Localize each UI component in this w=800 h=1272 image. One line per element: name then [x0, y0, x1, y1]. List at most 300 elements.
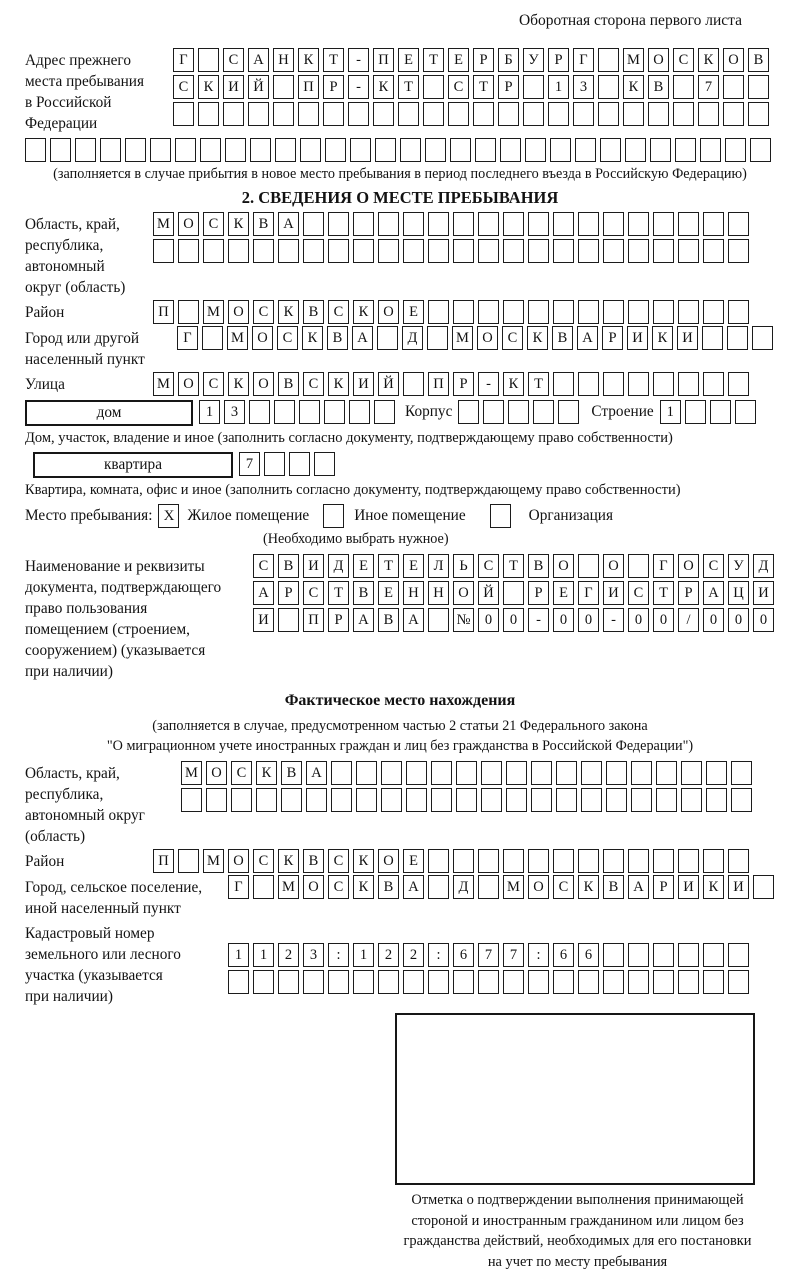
prev-address-row-3[interactable] — [173, 102, 769, 126]
char-cell[interactable] — [478, 300, 499, 324]
char-cell[interactable] — [478, 239, 499, 263]
char-cell[interactable]: К — [503, 372, 524, 396]
char-cell[interactable]: О — [553, 554, 574, 578]
char-cell[interactable] — [228, 239, 249, 263]
char-cell[interactable] — [598, 48, 619, 72]
char-cell[interactable]: № — [453, 608, 474, 632]
char-cell[interactable]: О — [253, 372, 274, 396]
char-cell[interactable]: 0 — [628, 608, 649, 632]
char-cell[interactable]: В — [648, 75, 669, 99]
document-row-3[interactable] — [253, 608, 774, 632]
char-cell[interactable] — [678, 943, 699, 967]
char-cell[interactable] — [706, 788, 727, 812]
char-cell[interactable] — [478, 875, 499, 899]
char-cell[interactable] — [473, 102, 494, 126]
char-cell[interactable]: 0 — [728, 608, 749, 632]
region-row-2[interactable] — [153, 239, 749, 263]
actual-city-row[interactable] — [228, 875, 774, 899]
char-cell[interactable] — [478, 970, 499, 994]
char-cell[interactable]: К — [278, 300, 299, 324]
char-cell[interactable]: 1 — [353, 943, 374, 967]
char-cell[interactable] — [603, 300, 624, 324]
street-row[interactable] — [153, 372, 749, 396]
char-cell[interactable]: В — [278, 372, 299, 396]
char-cell[interactable] — [428, 239, 449, 263]
char-cell[interactable] — [398, 102, 419, 126]
char-cell[interactable]: О — [453, 581, 474, 605]
char-cell[interactable] — [710, 400, 731, 424]
char-cell[interactable]: 1 — [548, 75, 569, 99]
char-cell[interactable]: 3 — [573, 75, 594, 99]
char-cell[interactable] — [681, 788, 702, 812]
char-cell[interactable] — [673, 75, 694, 99]
char-cell[interactable]: О — [178, 372, 199, 396]
char-cell[interactable] — [300, 138, 321, 162]
char-cell[interactable] — [656, 761, 677, 785]
char-cell[interactable]: Е — [403, 849, 424, 873]
char-cell[interactable]: С — [673, 48, 694, 72]
char-cell[interactable] — [728, 239, 749, 263]
char-cell[interactable] — [200, 138, 221, 162]
char-cell[interactable]: Г — [173, 48, 194, 72]
char-cell[interactable]: В — [327, 326, 348, 350]
char-cell[interactable]: Н — [403, 581, 424, 605]
char-cell[interactable] — [475, 138, 496, 162]
char-cell[interactable] — [323, 102, 344, 126]
char-cell[interactable]: Е — [353, 554, 374, 578]
char-cell[interactable]: Й — [478, 581, 499, 605]
char-cell[interactable] — [25, 138, 46, 162]
char-cell[interactable] — [289, 452, 310, 476]
char-cell[interactable]: С — [173, 75, 194, 99]
char-cell[interactable]: Н — [428, 581, 449, 605]
char-cell[interactable]: М — [203, 300, 224, 324]
char-cell[interactable]: О — [378, 300, 399, 324]
char-cell[interactable] — [653, 300, 674, 324]
char-cell[interactable]: В — [253, 212, 274, 236]
region-row-1[interactable] — [153, 212, 749, 236]
actual-district-row[interactable] — [153, 849, 749, 873]
char-cell[interactable]: П — [153, 300, 174, 324]
char-cell[interactable]: К — [703, 875, 724, 899]
char-cell[interactable] — [703, 239, 724, 263]
char-cell[interactable] — [681, 761, 702, 785]
char-cell[interactable] — [478, 849, 499, 873]
char-cell[interactable] — [656, 788, 677, 812]
char-cell[interactable] — [314, 452, 335, 476]
char-cell[interactable] — [503, 212, 524, 236]
char-cell[interactable] — [328, 970, 349, 994]
char-cell[interactable] — [703, 212, 724, 236]
char-cell[interactable]: К — [278, 849, 299, 873]
char-cell[interactable]: / — [678, 608, 699, 632]
char-cell[interactable] — [631, 761, 652, 785]
char-cell[interactable] — [678, 970, 699, 994]
char-cell[interactable] — [458, 400, 479, 424]
char-cell[interactable]: О — [206, 761, 227, 785]
char-cell[interactable]: Т — [323, 48, 344, 72]
char-cell[interactable] — [253, 970, 274, 994]
char-cell[interactable] — [603, 943, 624, 967]
char-cell[interactable]: К — [353, 849, 374, 873]
char-cell[interactable]: М — [452, 326, 473, 350]
char-cell[interactable] — [523, 102, 544, 126]
char-cell[interactable]: Т — [398, 75, 419, 99]
char-cell[interactable] — [578, 849, 599, 873]
char-cell[interactable] — [253, 239, 274, 263]
char-cell[interactable]: Т — [653, 581, 674, 605]
char-cell[interactable]: 1 — [228, 943, 249, 967]
char-cell[interactable]: Р — [473, 48, 494, 72]
char-cell[interactable] — [603, 849, 624, 873]
char-cell[interactable]: Д — [328, 554, 349, 578]
char-cell[interactable] — [706, 761, 727, 785]
char-cell[interactable] — [628, 943, 649, 967]
document-row-2[interactable] — [253, 581, 774, 605]
char-cell[interactable] — [628, 212, 649, 236]
char-cell[interactable] — [274, 400, 295, 424]
char-cell[interactable] — [703, 372, 724, 396]
char-cell[interactable] — [306, 788, 327, 812]
actual-region-row-1[interactable] — [181, 761, 752, 785]
char-cell[interactable] — [378, 239, 399, 263]
cadastral-row-2[interactable] — [228, 970, 749, 994]
char-cell[interactable]: Е — [448, 48, 469, 72]
char-cell[interactable]: С — [448, 75, 469, 99]
char-cell[interactable] — [727, 326, 748, 350]
char-cell[interactable]: : — [428, 943, 449, 967]
apartment-cells[interactable] — [239, 452, 335, 476]
char-cell[interactable]: С — [553, 875, 574, 899]
char-cell[interactable]: А — [253, 581, 274, 605]
prev-address-row-2[interactable] — [173, 75, 769, 99]
char-cell[interactable]: В — [303, 300, 324, 324]
char-cell[interactable]: И — [728, 875, 749, 899]
char-cell[interactable] — [481, 788, 502, 812]
char-cell[interactable] — [273, 102, 294, 126]
char-cell[interactable]: О — [723, 48, 744, 72]
char-cell[interactable] — [606, 761, 627, 785]
char-cell[interactable] — [50, 138, 71, 162]
char-cell[interactable] — [356, 761, 377, 785]
char-cell[interactable] — [428, 970, 449, 994]
char-cell[interactable]: П — [428, 372, 449, 396]
char-cell[interactable] — [723, 75, 744, 99]
char-cell[interactable] — [598, 75, 619, 99]
char-cell[interactable]: Т — [378, 554, 399, 578]
char-cell[interactable] — [578, 554, 599, 578]
char-cell[interactable]: 6 — [453, 943, 474, 967]
char-cell[interactable]: - — [348, 75, 369, 99]
char-cell[interactable]: К — [373, 75, 394, 99]
char-cell[interactable]: - — [603, 608, 624, 632]
char-cell[interactable]: 6 — [578, 943, 599, 967]
char-cell[interactable] — [735, 400, 756, 424]
char-cell[interactable]: Й — [378, 372, 399, 396]
char-cell[interactable]: 3 — [303, 943, 324, 967]
char-cell[interactable] — [553, 849, 574, 873]
char-cell[interactable] — [125, 138, 146, 162]
char-cell[interactable] — [198, 48, 219, 72]
char-cell[interactable] — [728, 849, 749, 873]
checkbox-other-premises[interactable] — [323, 504, 344, 528]
char-cell[interactable] — [723, 102, 744, 126]
char-cell[interactable]: А — [278, 212, 299, 236]
char-cell[interactable]: К — [328, 372, 349, 396]
char-cell[interactable] — [581, 761, 602, 785]
char-cell[interactable]: М — [278, 875, 299, 899]
char-cell[interactable]: Т — [503, 554, 524, 578]
char-cell[interactable]: К — [578, 875, 599, 899]
char-cell[interactable]: 7 — [698, 75, 719, 99]
char-cell[interactable] — [206, 788, 227, 812]
char-cell[interactable]: 6 — [553, 943, 574, 967]
char-cell[interactable] — [703, 970, 724, 994]
char-cell[interactable]: О — [252, 326, 273, 350]
char-cell[interactable] — [631, 788, 652, 812]
char-cell[interactable]: 2 — [378, 943, 399, 967]
char-cell[interactable] — [731, 788, 752, 812]
char-cell[interactable]: А — [403, 608, 424, 632]
char-cell[interactable] — [500, 138, 521, 162]
char-cell[interactable] — [381, 788, 402, 812]
char-cell[interactable]: Г — [228, 875, 249, 899]
prev-address-row-4[interactable] — [25, 138, 775, 162]
char-cell[interactable] — [653, 372, 674, 396]
char-cell[interactable]: Д — [753, 554, 774, 578]
char-cell[interactable] — [353, 212, 374, 236]
char-cell[interactable] — [450, 138, 471, 162]
char-cell[interactable]: 0 — [753, 608, 774, 632]
char-cell[interactable] — [685, 400, 706, 424]
char-cell[interactable]: М — [227, 326, 248, 350]
char-cell[interactable] — [278, 970, 299, 994]
char-cell[interactable] — [75, 138, 96, 162]
char-cell[interactable] — [573, 102, 594, 126]
char-cell[interactable] — [328, 239, 349, 263]
char-cell[interactable]: У — [728, 554, 749, 578]
char-cell[interactable]: А — [248, 48, 269, 72]
char-cell[interactable] — [678, 239, 699, 263]
char-cell[interactable] — [553, 970, 574, 994]
char-cell[interactable] — [578, 239, 599, 263]
char-cell[interactable]: А — [628, 875, 649, 899]
char-cell[interactable] — [173, 102, 194, 126]
char-cell[interactable] — [553, 212, 574, 236]
char-cell[interactable]: К — [298, 48, 319, 72]
char-cell[interactable]: : — [328, 943, 349, 967]
char-cell[interactable] — [503, 581, 524, 605]
char-cell[interactable] — [728, 943, 749, 967]
char-cell[interactable]: П — [298, 75, 319, 99]
char-cell[interactable] — [731, 761, 752, 785]
char-cell[interactable] — [533, 400, 554, 424]
char-cell[interactable] — [478, 212, 499, 236]
char-cell[interactable] — [356, 788, 377, 812]
char-cell[interactable]: К — [527, 326, 548, 350]
char-cell[interactable] — [653, 849, 674, 873]
char-cell[interactable]: 0 — [553, 608, 574, 632]
char-cell[interactable]: С — [328, 875, 349, 899]
char-cell[interactable]: И — [353, 372, 374, 396]
char-cell[interactable] — [528, 300, 549, 324]
char-cell[interactable] — [728, 212, 749, 236]
char-cell[interactable] — [328, 212, 349, 236]
char-cell[interactable] — [431, 788, 452, 812]
char-cell[interactable]: Р — [602, 326, 623, 350]
char-cell[interactable] — [581, 788, 602, 812]
char-cell[interactable]: С — [253, 300, 274, 324]
char-cell[interactable]: И — [677, 326, 698, 350]
char-cell[interactable] — [603, 239, 624, 263]
char-cell[interactable] — [648, 102, 669, 126]
char-cell[interactable]: Р — [328, 608, 349, 632]
char-cell[interactable]: К — [353, 300, 374, 324]
district-row[interactable] — [153, 300, 749, 324]
char-cell[interactable] — [748, 75, 769, 99]
char-cell[interactable] — [725, 138, 746, 162]
char-cell[interactable]: - — [478, 372, 499, 396]
char-cell[interactable]: 0 — [478, 608, 499, 632]
char-cell[interactable] — [703, 943, 724, 967]
char-cell[interactable]: - — [348, 48, 369, 72]
char-cell[interactable]: С — [223, 48, 244, 72]
char-cell[interactable] — [703, 300, 724, 324]
char-cell[interactable] — [650, 138, 671, 162]
char-cell[interactable]: 7 — [478, 943, 499, 967]
char-cell[interactable]: В — [528, 554, 549, 578]
char-cell[interactable] — [700, 138, 721, 162]
char-cell[interactable] — [556, 788, 577, 812]
char-cell[interactable]: Б — [498, 48, 519, 72]
char-cell[interactable]: О — [303, 875, 324, 899]
char-cell[interactable] — [750, 138, 771, 162]
char-cell[interactable]: К — [228, 372, 249, 396]
char-cell[interactable]: А — [577, 326, 598, 350]
char-cell[interactable] — [403, 970, 424, 994]
char-cell[interactable] — [453, 300, 474, 324]
prev-address-row-1[interactable] — [173, 48, 769, 72]
char-cell[interactable] — [675, 138, 696, 162]
char-cell[interactable] — [178, 849, 199, 873]
char-cell[interactable]: С — [328, 300, 349, 324]
char-cell[interactable] — [349, 400, 370, 424]
char-cell[interactable]: 1 — [253, 943, 274, 967]
char-cell[interactable] — [303, 970, 324, 994]
char-cell[interactable] — [275, 138, 296, 162]
char-cell[interactable] — [299, 400, 320, 424]
char-cell[interactable] — [373, 102, 394, 126]
char-cell[interactable]: Р — [678, 581, 699, 605]
char-cell[interactable] — [606, 788, 627, 812]
char-cell[interactable] — [506, 761, 527, 785]
char-cell[interactable] — [603, 970, 624, 994]
char-cell[interactable] — [348, 102, 369, 126]
char-cell[interactable] — [503, 849, 524, 873]
char-cell[interactable]: В — [378, 608, 399, 632]
char-cell[interactable]: Р — [498, 75, 519, 99]
char-cell[interactable] — [175, 138, 196, 162]
char-cell[interactable] — [498, 102, 519, 126]
char-cell[interactable]: К — [228, 212, 249, 236]
char-cell[interactable]: 1 — [199, 400, 220, 424]
char-cell[interactable]: Р — [278, 581, 299, 605]
document-row-1[interactable] — [253, 554, 774, 578]
actual-region-row-2[interactable] — [181, 788, 752, 812]
char-cell[interactable]: П — [373, 48, 394, 72]
char-cell[interactable] — [278, 239, 299, 263]
char-cell[interactable]: Р — [548, 48, 569, 72]
char-cell[interactable] — [264, 452, 285, 476]
char-cell[interactable]: Е — [378, 581, 399, 605]
char-cell[interactable] — [353, 239, 374, 263]
char-cell[interactable] — [678, 372, 699, 396]
char-cell[interactable] — [378, 212, 399, 236]
char-cell[interactable] — [578, 300, 599, 324]
char-cell[interactable]: А — [352, 326, 373, 350]
char-cell[interactable]: Р — [528, 581, 549, 605]
cadastral-row-1[interactable] — [228, 943, 749, 967]
char-cell[interactable] — [603, 212, 624, 236]
char-cell[interactable] — [375, 138, 396, 162]
char-cell[interactable]: Л — [428, 554, 449, 578]
char-cell[interactable]: М — [203, 849, 224, 873]
char-cell[interactable] — [553, 372, 574, 396]
char-cell[interactable] — [281, 788, 302, 812]
char-cell[interactable]: 0 — [503, 608, 524, 632]
char-cell[interactable] — [249, 400, 270, 424]
char-cell[interactable] — [598, 102, 619, 126]
char-cell[interactable] — [303, 212, 324, 236]
char-cell[interactable] — [256, 788, 277, 812]
char-cell[interactable] — [678, 849, 699, 873]
char-cell[interactable]: Д — [453, 875, 474, 899]
stroenie-cells[interactable] — [660, 400, 756, 424]
char-cell[interactable]: Р — [323, 75, 344, 99]
char-cell[interactable]: П — [153, 849, 174, 873]
char-cell[interactable] — [653, 943, 674, 967]
char-cell[interactable] — [178, 300, 199, 324]
char-cell[interactable]: Е — [403, 300, 424, 324]
char-cell[interactable]: 3 — [224, 400, 245, 424]
char-cell[interactable] — [506, 788, 527, 812]
char-cell[interactable]: К — [652, 326, 673, 350]
char-cell[interactable]: С — [253, 554, 274, 578]
char-cell[interactable]: И — [678, 875, 699, 899]
char-cell[interactable]: К — [302, 326, 323, 350]
char-cell[interactable] — [628, 300, 649, 324]
char-cell[interactable]: Н — [273, 48, 294, 72]
char-cell[interactable] — [503, 300, 524, 324]
city-row[interactable] — [177, 326, 773, 350]
char-cell[interactable]: М — [153, 212, 174, 236]
char-cell[interactable]: 7 — [239, 452, 260, 476]
char-cell[interactable] — [531, 761, 552, 785]
korpus-cells[interactable] — [458, 400, 579, 424]
checkbox-residential[interactable]: X — [158, 504, 179, 528]
char-cell[interactable] — [428, 300, 449, 324]
char-cell[interactable] — [225, 138, 246, 162]
char-cell[interactable]: С — [478, 554, 499, 578]
char-cell[interactable] — [331, 788, 352, 812]
char-cell[interactable]: Т — [473, 75, 494, 99]
char-cell[interactable] — [673, 102, 694, 126]
char-cell[interactable]: О — [603, 554, 624, 578]
char-cell[interactable] — [448, 102, 469, 126]
char-cell[interactable] — [531, 788, 552, 812]
char-cell[interactable] — [427, 326, 448, 350]
char-cell[interactable] — [178, 239, 199, 263]
